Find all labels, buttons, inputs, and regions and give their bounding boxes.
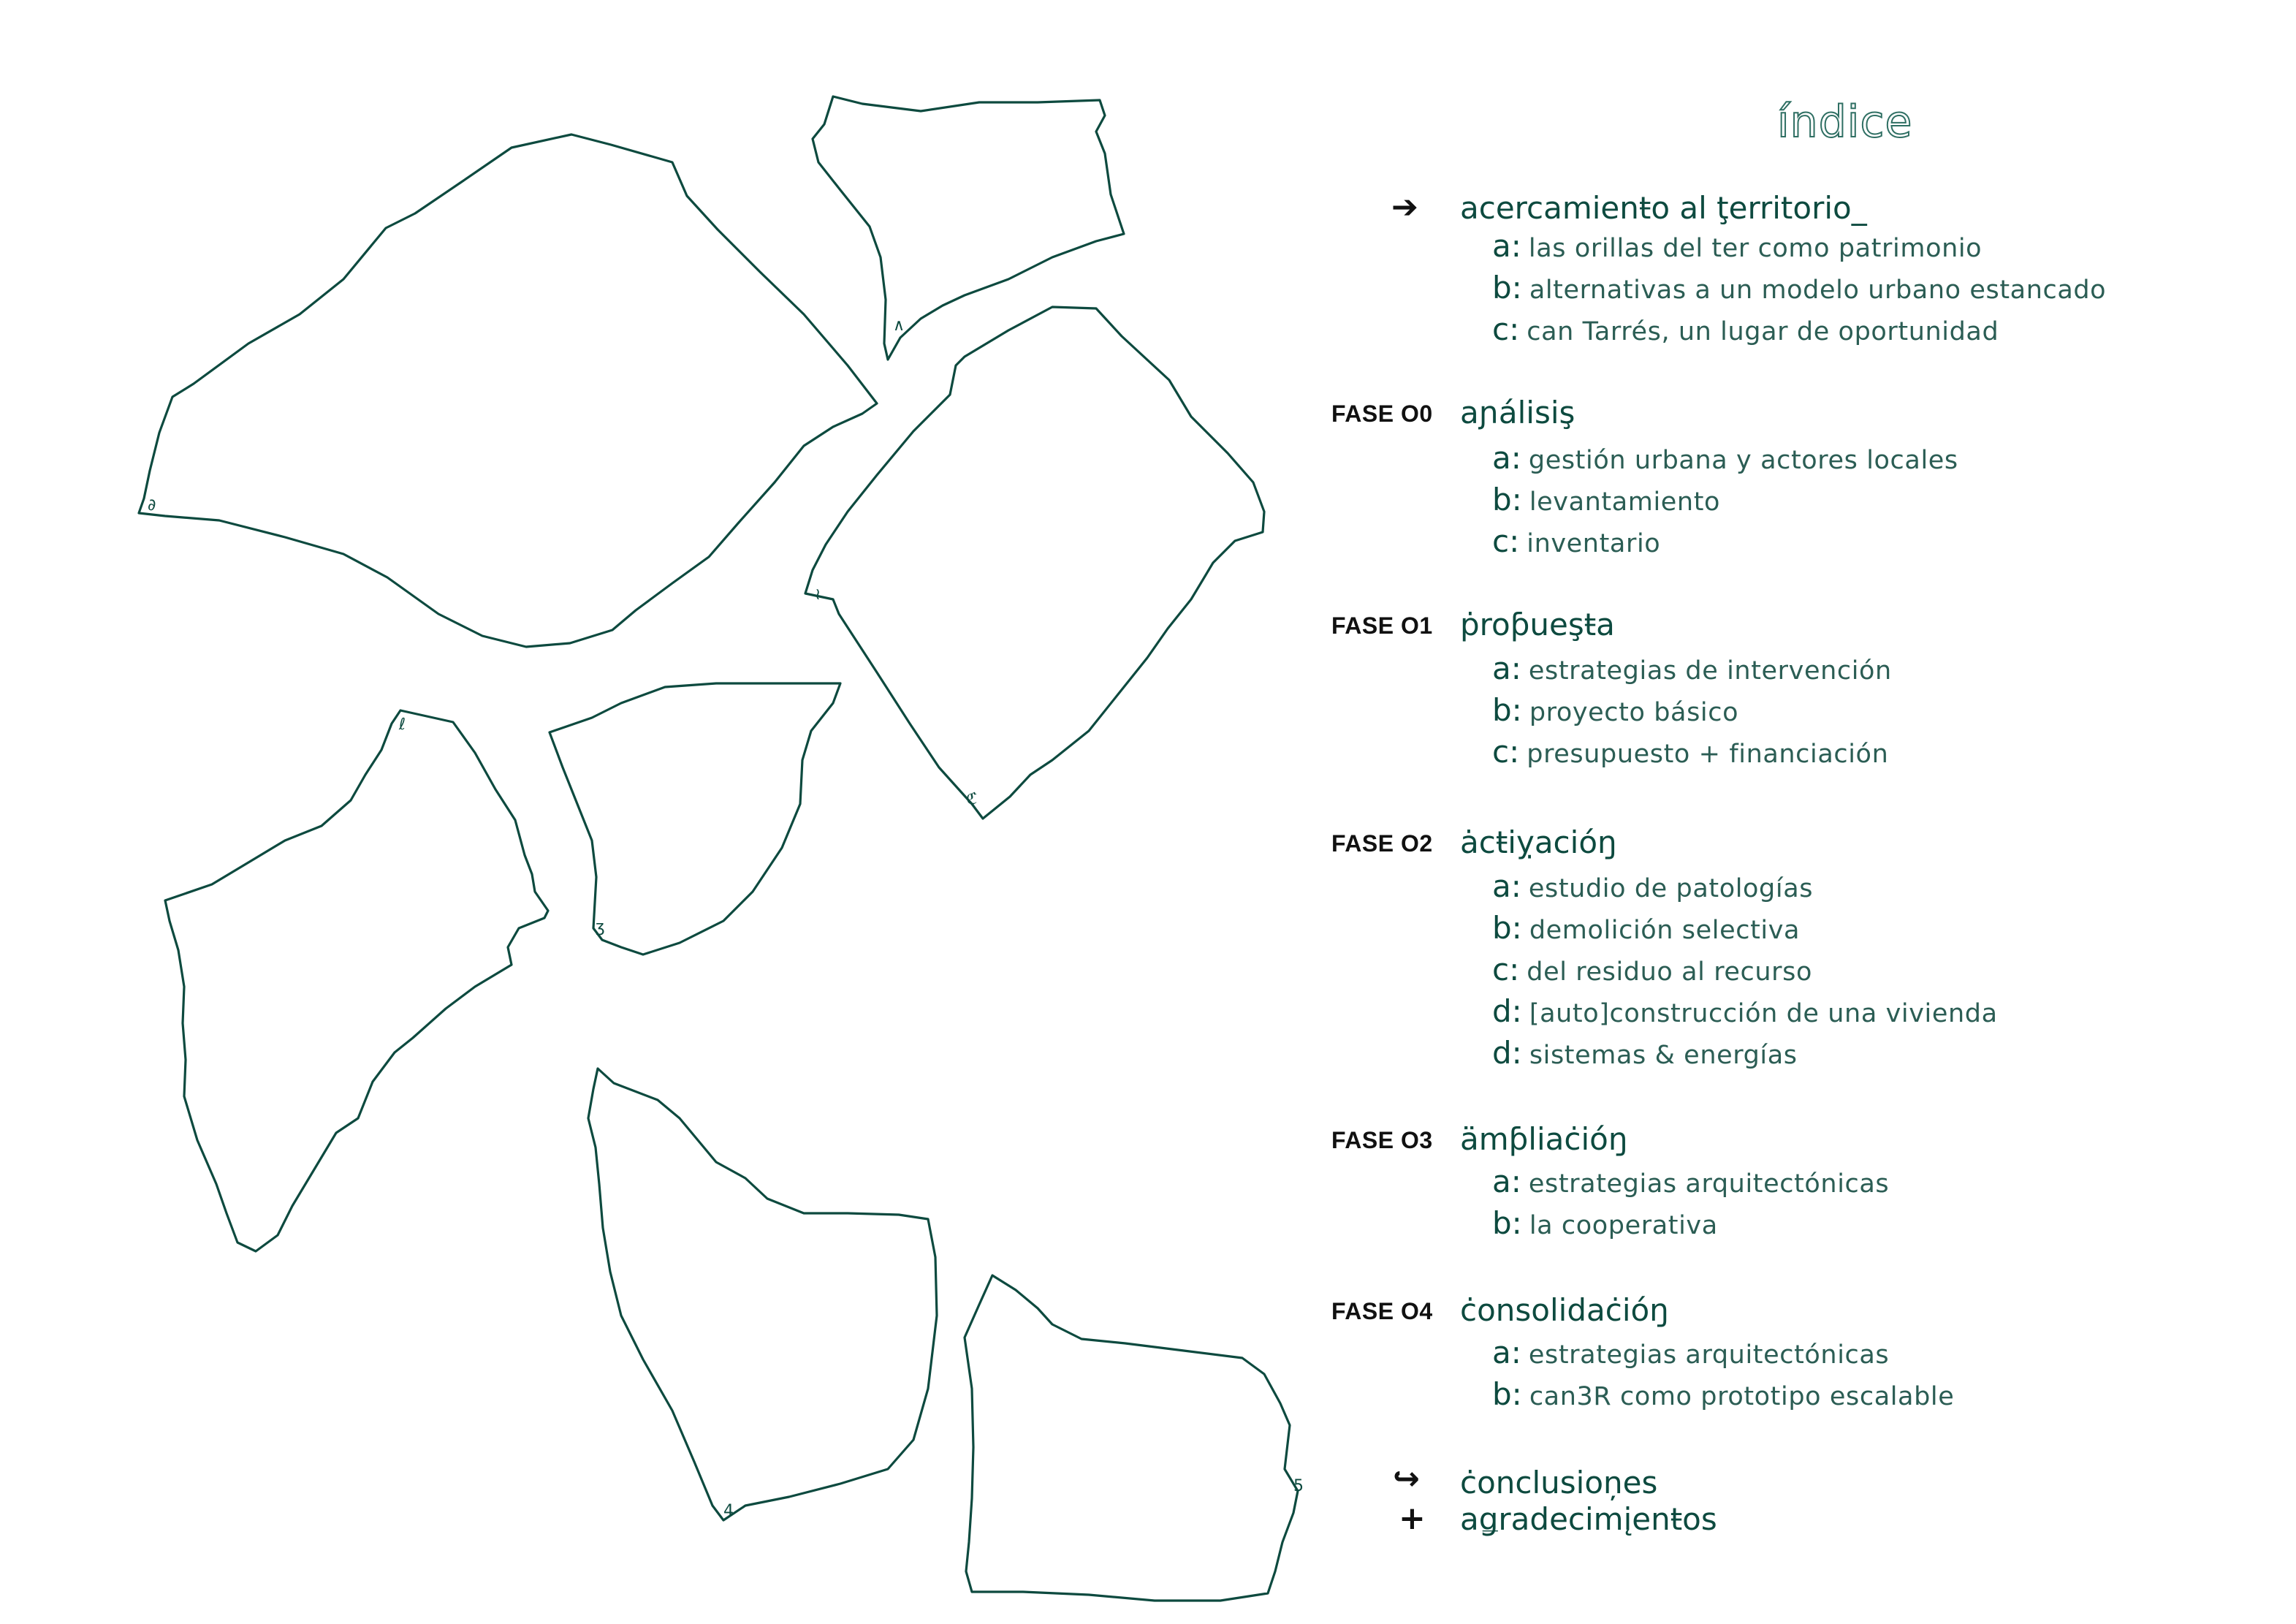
section-title-conclusiones[interactable]: ċonclusioņes	[1460, 1465, 1658, 1500]
fragment-label: ∂	[148, 496, 156, 515]
fragment-label: ℓ	[399, 716, 406, 734]
fragment-label: ʒ	[596, 918, 605, 936]
list-item[interactable]: b: can3R como prototipo escalable	[1492, 1376, 1955, 1412]
return-arrow-icon: ↪	[1393, 1460, 1420, 1498]
arrow-right-icon: ➔	[1391, 189, 1418, 226]
section-title[interactable]: aɲálisiş	[1460, 395, 1575, 430]
list-item[interactable]: a: estrategias de intervención	[1492, 650, 1892, 686]
phase-label: FASE O1	[1331, 612, 1433, 639]
phase-label: FASE O2	[1331, 830, 1433, 857]
list-item[interactable]: a: estudio de patologías	[1492, 868, 1814, 904]
phase-label: FASE O4	[1331, 1298, 1433, 1324]
section-title[interactable]: ċonsolidaċióŋ	[1460, 1292, 1669, 1328]
section-title[interactable]: acercamienŧo al ţerritorio_	[1460, 190, 1867, 226]
fragment-label: ℭ	[966, 790, 978, 808]
list-item[interactable]: b: alternativas a un modelo urbano estancado	[1492, 270, 2107, 306]
list-item[interactable]: c: presupuesto + financiación	[1492, 734, 1889, 770]
list-item[interactable]: a: gestión urbana y actores locales	[1492, 440, 1958, 476]
list-item[interactable]: a: estrategias arquitectónicas	[1492, 1335, 1890, 1370]
section-items	[1492, 225, 2106, 350]
list-item[interactable]: c: can Tarrés, un lugar de oportunidad	[1492, 311, 1999, 347]
section-title[interactable]: ȧcŧiỵacióŋ	[1460, 824, 1617, 860]
section-title[interactable]: ämƥliaċióŋ	[1460, 1121, 1628, 1157]
list-item[interactable]: c: del residuo al recurso	[1492, 952, 1813, 987]
list-item[interactable]: a: estrategias arquitectónicas	[1492, 1164, 1890, 1199]
list-item[interactable]: d: sistemas & energías	[1492, 1035, 1798, 1071]
section-title[interactable]: ṗroƥueşŧa	[1460, 607, 1615, 642]
page-title: índice	[1777, 96, 1913, 148]
list-item[interactable]: b: proyecto básico	[1492, 692, 1739, 728]
fragment-label: 4	[723, 1502, 734, 1520]
section-items	[1492, 1161, 1889, 1244]
list-item[interactable]: d: [auto]construcción de una vivienda	[1492, 993, 1998, 1029]
phase-label: FASE O3	[1331, 1127, 1433, 1153]
list-item[interactable]: b: levantamiento	[1492, 482, 1721, 517]
list-item[interactable]: a: las orillas del ter como patrimonio	[1492, 228, 1983, 264]
list-item[interactable]: b: la cooperativa	[1492, 1205, 1718, 1241]
plus-icon: +	[1399, 1500, 1426, 1537]
section-items	[1492, 865, 1998, 1074]
phase-label: FASE O0	[1331, 401, 1433, 427]
fragment-label: ∧	[893, 316, 905, 335]
section-items	[1492, 648, 1892, 773]
section-items	[1492, 437, 1958, 562]
list-item[interactable]: c: inventario	[1492, 523, 1661, 559]
fragment-label: 5	[1293, 1477, 1304, 1495]
section-items	[1492, 1332, 1954, 1415]
section-title-agradecimientos[interactable]: aǥradecimįenŧos	[1460, 1501, 1717, 1537]
list-item[interactable]: b: demolición selectiva	[1492, 910, 1801, 946]
fragment-label: ≀	[815, 585, 821, 604]
